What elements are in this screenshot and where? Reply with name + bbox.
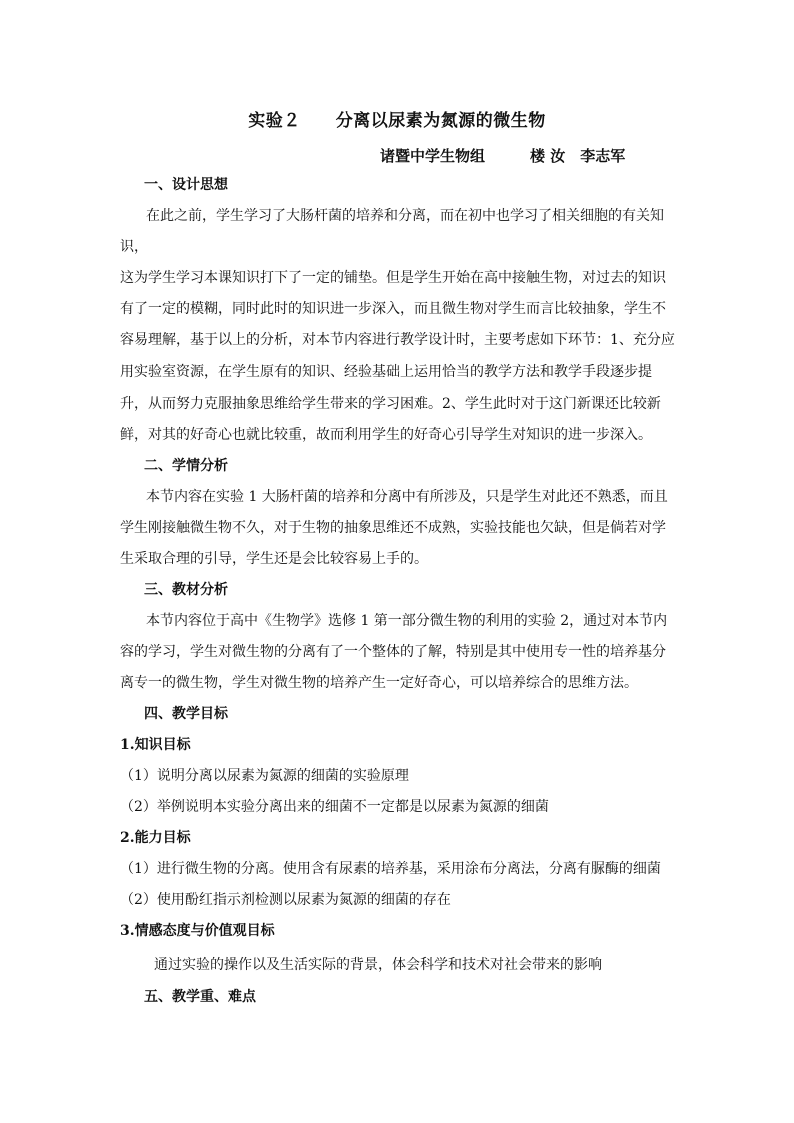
paragraph-line: 鲜，对其的好奇心也就比较重，故而利用学生的好奇心引导学生对知识的进一步深入。 xyxy=(120,427,652,443)
subheading-knowledge-goals: 1.知识目标 xyxy=(120,737,191,753)
list-item: 通过实验的操作以及生活实际的背景，体会科学和技术对社会带来的影响 xyxy=(154,957,602,973)
heading-teaching-goals: 四、教学目标 xyxy=(144,706,228,722)
paragraph-line: 有了一定的模糊，同时此时的知识进一步深入，而且微生物对学生而言比较抽象，学生不 xyxy=(120,301,666,317)
paragraph-line: 学生刚接触微生物不久，对于生物的抽象思维还不成熟，实验技能也欠缺，但是倘若对学 xyxy=(120,520,666,536)
heading-design-thinking: 一、设计思想 xyxy=(144,177,228,193)
paragraph-line: 用实验室资源，在学生原有的知识、经验基础上运用恰当的教学方法和教学手段逐步提 xyxy=(120,364,652,380)
paragraph-line: 容易理解，基于以上的分析，对本节内容进行教学设计时，主要考虑如下环节：1、充分应 xyxy=(120,332,675,348)
paragraph-line: 在此之前，学生学习了大肠杆菌的培养和分离，而在初中也学习了相关细胞的有关知 xyxy=(146,208,664,224)
subheading-ability-goals: 2.能力目标 xyxy=(120,830,191,846)
paragraph-line: 本节内容在实验 1 大肠杆菌的培养和分离中有所涉及，只是学生对此还不熟悉，而且 xyxy=(146,489,668,505)
list-item: （2）使用酚红指示剂检测以尿素为氮源的细菌的存在 xyxy=(120,892,451,908)
document-title: 实验２ 分离以尿素为氮源的微生物 xyxy=(248,111,546,131)
paragraph-line: 生采取合理的引导，学生还是会比较容易上手的。 xyxy=(120,551,428,567)
paragraph-line: 这为学生学习本课知识打下了一定的铺垫。但是学生开始在高中接触生物，对过去的知识 xyxy=(120,270,666,286)
paragraph-line: 容的学习，学生对微生物的分离有了一个整体的了解，特别是其中使用专一性的培养基分 xyxy=(120,644,666,660)
paragraph-line: 识， xyxy=(120,239,148,255)
paragraph-line: 本节内容位于高中《生物学》选修 1 第一部分微生物的利用的实验 2，通过对本节内 xyxy=(146,613,668,629)
paragraph-line: 升，从而努力克服抽象思维给学生带来的学习困难。2、学生此时对于这门新课还比较新 xyxy=(120,396,661,412)
author-line: 诸暨中学生物组 楼 汝 李志军 xyxy=(380,147,626,165)
heading-key-difficult-points: 五、教学重、难点 xyxy=(144,989,256,1005)
list-item: （1）进行微生物的分离。使用含有尿素的培养基，采用涂布分离法，分离有脲酶的细菌 xyxy=(120,861,661,877)
paragraph-line: 离专一的微生物，学生对微生物的培养产生一定好奇心，可以培养综合的思维方法。 xyxy=(120,675,638,691)
subheading-emotion-goals: 3.情感态度与价值观目标 xyxy=(120,923,275,939)
list-item: （2）举例说明本实验分离出来的细菌不一定都是以尿素为氮源的细菌 xyxy=(120,799,549,815)
list-item: （1）说明分离以尿素为氮源的细菌的实验原理 xyxy=(120,768,409,784)
heading-learner-analysis: 二、学情分析 xyxy=(144,458,228,474)
heading-textbook-analysis: 三、教材分析 xyxy=(144,582,228,598)
